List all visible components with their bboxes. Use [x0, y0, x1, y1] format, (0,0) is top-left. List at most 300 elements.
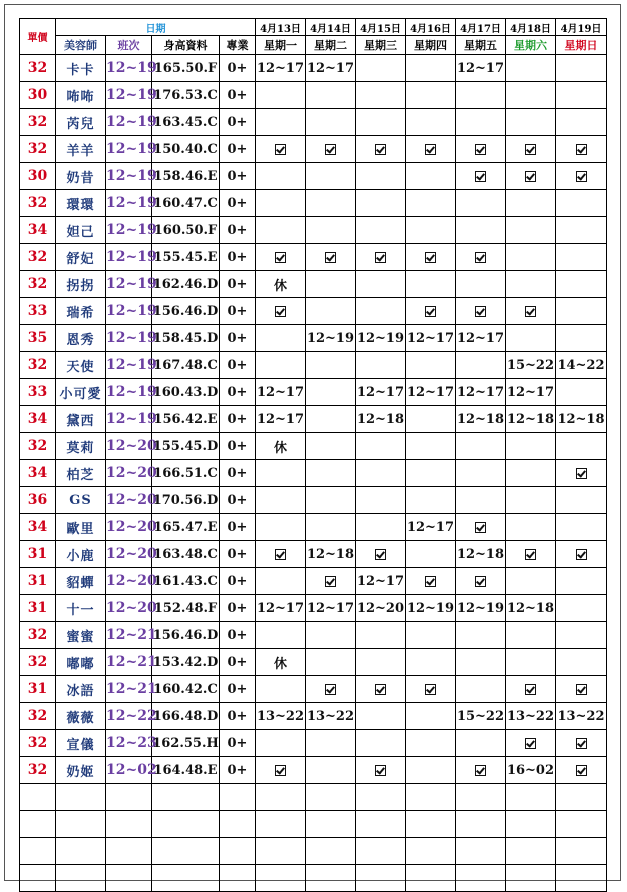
price-cell: 32 [20, 190, 56, 217]
weekday-header: 星期一 [256, 36, 306, 55]
day-cell [456, 757, 506, 784]
day-cell: 12~18 [306, 541, 356, 568]
checkbox-icon [475, 576, 486, 587]
empty-cell [220, 865, 256, 892]
name-cell: 宣儀 [56, 730, 106, 757]
shift-cell: 12~23 [106, 730, 152, 757]
empty-row [20, 838, 607, 865]
checkbox-icon [475, 306, 486, 317]
day-cell [556, 595, 607, 622]
name-cell: 天使 [56, 352, 106, 379]
checkbox-icon [275, 549, 286, 560]
empty-cell [152, 865, 220, 892]
price-cell: 30 [20, 163, 56, 190]
checkbox-icon [475, 171, 486, 182]
checkbox-icon [475, 252, 486, 263]
name-cell: 貂蟬 [56, 568, 106, 595]
checkbox-icon [576, 171, 587, 182]
day-cell: 12~17 [256, 595, 306, 622]
day-cell [356, 352, 406, 379]
spec-cell: 0+ [220, 163, 256, 190]
day-cell [456, 82, 506, 109]
shift-cell: 12~19 [106, 379, 152, 406]
price-cell: 32 [20, 352, 56, 379]
day-cell: 12~18 [456, 406, 506, 433]
empty-cell [406, 784, 456, 811]
day-cell [356, 487, 406, 514]
body-data-cell: 156.46.D [152, 298, 220, 325]
empty-cell [106, 838, 152, 865]
empty-cell [456, 811, 506, 838]
price-cell: 30 [20, 82, 56, 109]
empty-cell [356, 811, 406, 838]
checkbox-icon [425, 306, 436, 317]
price-cell: 33 [20, 298, 56, 325]
name-cell: 奶姬 [56, 757, 106, 784]
day-cell: 12~17 [506, 379, 556, 406]
day-cell [456, 217, 506, 244]
empty-cell [152, 784, 220, 811]
day-cell [556, 460, 607, 487]
price-cell: 32 [20, 703, 56, 730]
table-row [20, 379, 607, 406]
day-cell [506, 460, 556, 487]
day-cell [356, 514, 406, 541]
spec-cell: 0+ [220, 460, 256, 487]
price-cell: 31 [20, 568, 56, 595]
table-row [20, 163, 607, 190]
day-cell [456, 460, 506, 487]
body-data-cell: 164.48.E [152, 757, 220, 784]
body-data-cell: 166.51.C [152, 460, 220, 487]
day-cell [306, 217, 356, 244]
shift-cell: 12~19 [106, 163, 152, 190]
name-cell: 冰語 [56, 676, 106, 703]
day-cell [356, 55, 406, 82]
day-cell [556, 541, 607, 568]
day-cell: 13~22 [306, 703, 356, 730]
day-cell [406, 244, 456, 271]
day-cell [406, 406, 456, 433]
day-cell [506, 514, 556, 541]
day-cell [506, 217, 556, 244]
day-cell [406, 163, 456, 190]
price-cell: 32 [20, 622, 56, 649]
day-cell [356, 676, 406, 703]
day-cell [256, 487, 306, 514]
spec-cell: 0+ [220, 514, 256, 541]
day-cell [306, 82, 356, 109]
day-cell [256, 730, 306, 757]
day-cell [256, 514, 306, 541]
day-cell [306, 136, 356, 163]
day-cell [306, 649, 356, 676]
checkbox-icon [475, 522, 486, 533]
day-cell [356, 217, 406, 244]
empty-cell [356, 865, 406, 892]
shift-cell: 12~19 [106, 244, 152, 271]
day-cell [506, 676, 556, 703]
table-row [20, 676, 607, 703]
day-cell [256, 568, 306, 595]
shift-cell: 12~19 [106, 190, 152, 217]
day-cell: 12~18 [506, 595, 556, 622]
day-cell [556, 730, 607, 757]
weekday-header: 星期四 [406, 36, 456, 55]
checkbox-icon [325, 684, 336, 695]
day-cell [356, 541, 406, 568]
empty-cell [456, 838, 506, 865]
empty-cell [406, 865, 456, 892]
body-data-cell: 150.40.C [152, 136, 220, 163]
body-data-cell: 176.53.C [152, 82, 220, 109]
day-cell [356, 109, 406, 136]
day-cell [356, 622, 406, 649]
spec-cell: 0+ [220, 703, 256, 730]
day-cell [456, 622, 506, 649]
day-cell [556, 82, 607, 109]
weekday-header: 星期五 [456, 36, 506, 55]
day-cell [306, 298, 356, 325]
day-cell [406, 271, 456, 298]
day-cell [356, 460, 406, 487]
day-cell [456, 163, 506, 190]
name-cell: 十一 [56, 595, 106, 622]
day-cell [306, 406, 356, 433]
day-cell [306, 244, 356, 271]
spec-cell: 0+ [220, 406, 256, 433]
name-cell: 瑞希 [56, 298, 106, 325]
checkbox-icon [375, 549, 386, 560]
shift-cell: 12~19 [106, 136, 152, 163]
checkbox-icon [576, 468, 587, 479]
day-cell [556, 676, 607, 703]
day-cell: 12~18 [556, 406, 607, 433]
table-row [20, 730, 607, 757]
day-cell [456, 730, 506, 757]
day-cell [456, 136, 506, 163]
shift-cell: 12~22 [106, 703, 152, 730]
shift-cell: 12~20 [106, 541, 152, 568]
checkbox-icon [425, 684, 436, 695]
day-cell [406, 298, 456, 325]
day-cell: 13~22 [556, 703, 607, 730]
name-cell: 蜜蜜 [56, 622, 106, 649]
checkbox-icon [525, 549, 536, 560]
shift-cell: 12~19 [106, 82, 152, 109]
spec-cell: 0+ [220, 109, 256, 136]
name-header: 美容師 [56, 36, 106, 55]
table-row [20, 109, 607, 136]
day-cell [356, 136, 406, 163]
empty-cell [220, 811, 256, 838]
day-cell: 12~17 [256, 55, 306, 82]
checkbox-icon [576, 738, 587, 749]
name-cell: 莫莉 [56, 433, 106, 460]
empty-cell [106, 865, 152, 892]
name-cell: 舒妃 [56, 244, 106, 271]
date-header: 4月15日 [356, 19, 406, 36]
day-cell [356, 703, 406, 730]
spec-cell: 0+ [220, 190, 256, 217]
day-cell: 12~19 [306, 325, 356, 352]
name-cell: 咘咘 [56, 82, 106, 109]
shift-cell: 12~19 [106, 55, 152, 82]
day-cell [556, 325, 607, 352]
day-cell [556, 514, 607, 541]
price-cell: 32 [20, 730, 56, 757]
empty-cell [220, 838, 256, 865]
checkbox-icon [525, 306, 536, 317]
spec-cell: 0+ [220, 244, 256, 271]
body-data-cell: 155.45.D [152, 433, 220, 460]
table-row [20, 244, 607, 271]
body-data-cell: 153.42.D [152, 649, 220, 676]
day-cell [456, 352, 506, 379]
shift-cell: 12~20 [106, 460, 152, 487]
day-cell: 12~18 [506, 406, 556, 433]
day-cell: 12~17 [256, 406, 306, 433]
day-cell [306, 190, 356, 217]
day-cell [306, 487, 356, 514]
day-cell [256, 298, 306, 325]
day-cell [406, 433, 456, 460]
name-cell: GS [56, 487, 106, 514]
price-header: 單價 [20, 19, 56, 55]
checkbox-icon [425, 576, 436, 587]
day-cell [256, 352, 306, 379]
day-cell [506, 649, 556, 676]
day-cell [456, 676, 506, 703]
day-cell [406, 568, 456, 595]
day-cell [556, 244, 607, 271]
day-cell [456, 433, 506, 460]
spec-cell: 0+ [220, 298, 256, 325]
weekday-header: 星期三 [356, 36, 406, 55]
day-cell [556, 136, 607, 163]
shift-cell: 12~19 [106, 271, 152, 298]
day-cell: 13~22 [506, 703, 556, 730]
day-cell [506, 82, 556, 109]
day-cell [406, 730, 456, 757]
empty-cell [556, 811, 607, 838]
weekday-header-sunday: 星期日 [556, 36, 607, 55]
day-cell [456, 109, 506, 136]
date-header: 4月18日 [506, 19, 556, 36]
day-cell [256, 622, 306, 649]
name-cell: 芮兒 [56, 109, 106, 136]
day-cell [256, 541, 306, 568]
checkbox-icon [325, 144, 336, 155]
spec-header: 專業 [220, 36, 256, 55]
day-cell [556, 379, 607, 406]
date-header: 4月17日 [456, 19, 506, 36]
day-cell [406, 109, 456, 136]
day-cell [506, 190, 556, 217]
shift-cell: 12~19 [106, 109, 152, 136]
day-cell [256, 325, 306, 352]
day-cell: 14~22 [556, 352, 607, 379]
day-cell [506, 325, 556, 352]
day-cell [306, 352, 356, 379]
day-cell [256, 136, 306, 163]
day-cell [356, 163, 406, 190]
day-cell [456, 298, 506, 325]
day-cell: 15~22 [456, 703, 506, 730]
empty-cell [106, 811, 152, 838]
checkbox-icon [525, 738, 536, 749]
name-cell: 卡卡 [56, 55, 106, 82]
day-cell: 12~17 [356, 379, 406, 406]
table-row [20, 55, 607, 82]
empty-cell [506, 838, 556, 865]
day-cell [256, 676, 306, 703]
spec-cell: 0+ [220, 676, 256, 703]
spec-cell: 0+ [220, 325, 256, 352]
spec-cell: 0+ [220, 433, 256, 460]
spec-cell: 0+ [220, 379, 256, 406]
body-data-cell: 165.50.F [152, 55, 220, 82]
weekday-header: 星期二 [306, 36, 356, 55]
day-cell [306, 622, 356, 649]
price-cell: 31 [20, 676, 56, 703]
body-header: 身高資料 [152, 36, 220, 55]
shift-cell: 12~19 [106, 298, 152, 325]
day-cell [506, 568, 556, 595]
name-cell: 小可愛 [56, 379, 106, 406]
day-cell [556, 433, 607, 460]
day-cell [256, 82, 306, 109]
day-cell: 休 [256, 271, 306, 298]
body-data-cell: 166.48.D [152, 703, 220, 730]
day-cell [506, 622, 556, 649]
name-cell: 恩秀 [56, 325, 106, 352]
table-row [20, 136, 607, 163]
name-cell: 環環 [56, 190, 106, 217]
day-cell [406, 541, 456, 568]
day-cell [506, 298, 556, 325]
shift-cell: 12~19 [106, 325, 152, 352]
price-cell: 32 [20, 433, 56, 460]
day-cell: 休 [256, 433, 306, 460]
day-cell [406, 352, 456, 379]
day-cell [356, 730, 406, 757]
shift-cell: 12~20 [106, 514, 152, 541]
day-cell [406, 649, 456, 676]
price-cell: 32 [20, 649, 56, 676]
day-cell [306, 379, 356, 406]
day-cell: 12~17 [256, 379, 306, 406]
day-cell [506, 109, 556, 136]
name-cell: 妲己 [56, 217, 106, 244]
checkbox-icon [425, 252, 436, 263]
price-cell: 33 [20, 379, 56, 406]
day-cell [506, 271, 556, 298]
day-cell [506, 730, 556, 757]
day-cell [356, 298, 406, 325]
checkbox-icon [525, 171, 536, 182]
table-row [20, 622, 607, 649]
empty-cell [356, 784, 406, 811]
body-data-cell: 160.47.C [152, 190, 220, 217]
day-cell [306, 568, 356, 595]
shift-cell: 12~21 [106, 649, 152, 676]
day-cell [456, 568, 506, 595]
empty-row [20, 811, 607, 838]
body-data-cell: 162.55.H [152, 730, 220, 757]
day-cell [256, 757, 306, 784]
day-cell [356, 82, 406, 109]
price-cell: 34 [20, 217, 56, 244]
spec-cell: 0+ [220, 352, 256, 379]
day-cell [406, 703, 456, 730]
checkbox-icon [275, 252, 286, 263]
price-cell: 31 [20, 595, 56, 622]
price-cell: 32 [20, 271, 56, 298]
table-row [20, 703, 607, 730]
day-cell [306, 757, 356, 784]
day-cell [406, 487, 456, 514]
day-cell [306, 163, 356, 190]
spec-cell: 0+ [220, 82, 256, 109]
day-cell [556, 568, 607, 595]
day-cell [456, 190, 506, 217]
day-cell: 12~17 [456, 55, 506, 82]
body-data-cell: 162.46.D [152, 271, 220, 298]
day-cell [556, 649, 607, 676]
empty-cell [556, 865, 607, 892]
empty-cell [20, 838, 56, 865]
checkbox-icon [275, 765, 286, 776]
spec-cell: 0+ [220, 136, 256, 163]
spec-cell: 0+ [220, 730, 256, 757]
empty-cell [56, 865, 106, 892]
empty-cell [152, 838, 220, 865]
day-cell [456, 487, 506, 514]
price-cell: 32 [20, 244, 56, 271]
day-cell: 12~18 [456, 541, 506, 568]
empty-cell [256, 811, 306, 838]
day-cell [306, 109, 356, 136]
table-row [20, 487, 607, 514]
name-cell: 歐里 [56, 514, 106, 541]
empty-cell [256, 838, 306, 865]
day-cell [356, 271, 406, 298]
shift-cell: 12~19 [106, 406, 152, 433]
day-cell [306, 271, 356, 298]
day-cell: 13~22 [256, 703, 306, 730]
checkbox-icon [525, 684, 536, 695]
day-cell [456, 271, 506, 298]
date-label-header: 日期 [56, 19, 256, 36]
day-cell [356, 649, 406, 676]
table-row [20, 595, 607, 622]
name-cell: 黛西 [56, 406, 106, 433]
checkbox-icon [576, 549, 587, 560]
price-cell: 31 [20, 541, 56, 568]
day-cell [256, 190, 306, 217]
body-data-cell: 170.56.D [152, 487, 220, 514]
empty-cell [456, 865, 506, 892]
table-row [20, 298, 607, 325]
day-cell [456, 244, 506, 271]
day-cell: 12~18 [356, 406, 406, 433]
day-cell [506, 244, 556, 271]
day-cell [306, 514, 356, 541]
shift-cell: 12~20 [106, 568, 152, 595]
checkbox-icon [576, 144, 587, 155]
price-cell: 34 [20, 514, 56, 541]
